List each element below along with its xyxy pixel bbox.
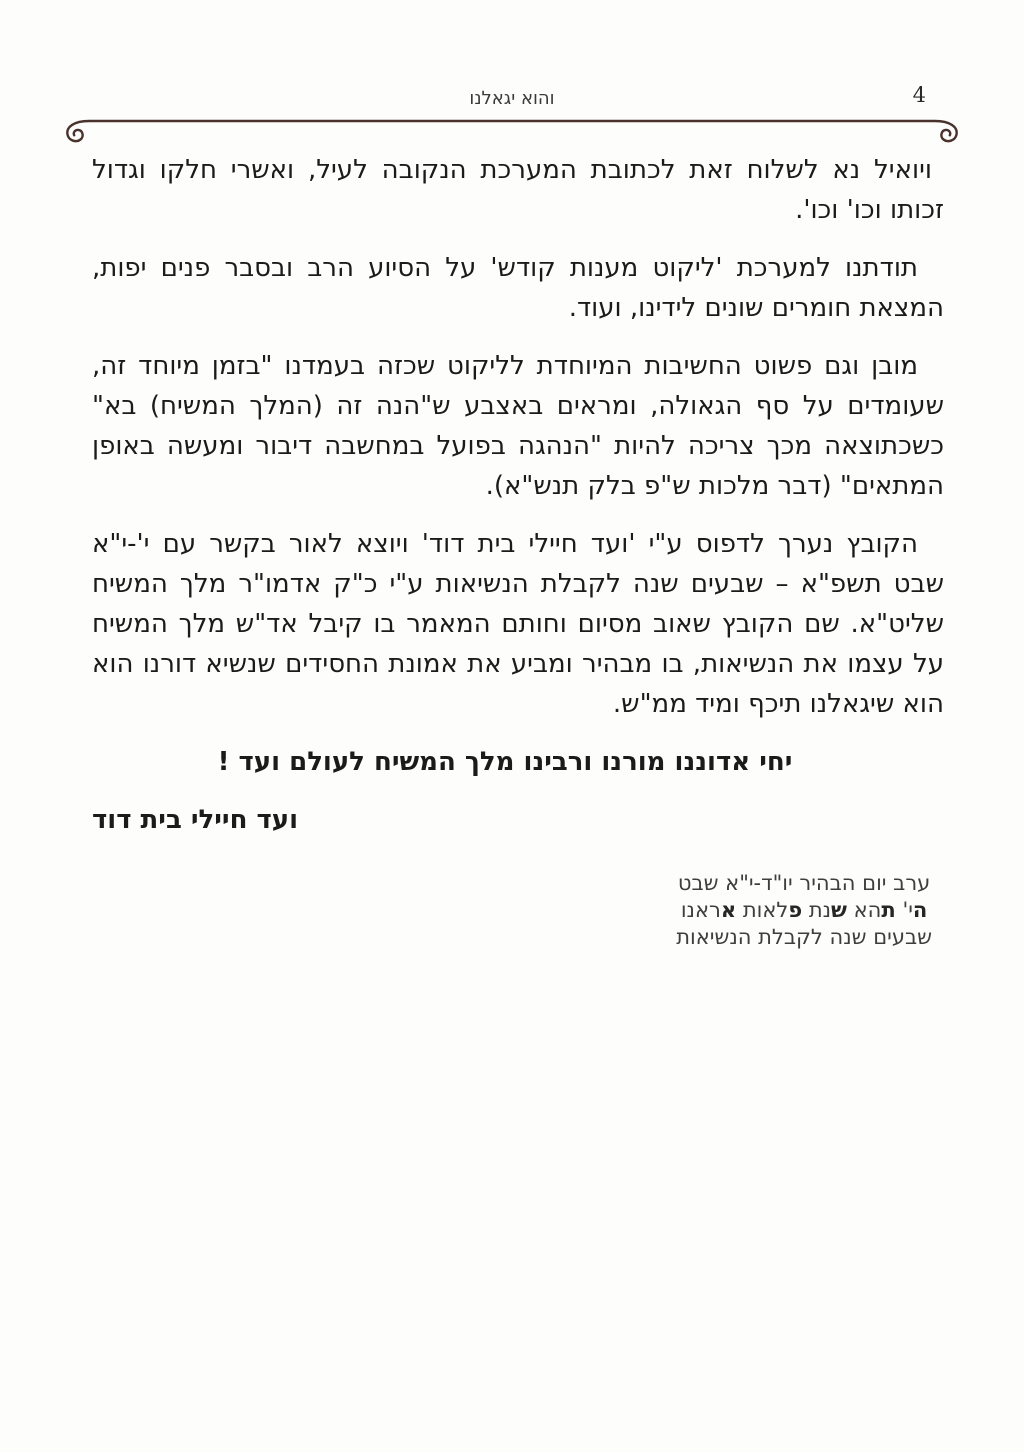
signature-line: ועד חיילי בית דוד (92, 805, 299, 835)
rule-left-curl-icon (67, 121, 89, 141)
paragraph: תודתנו למערכת 'ליקוט מענות קודש' על הסיוע הרב ובסבר פנים יפות, המצאת חומרים שונים לידינו, ועוד. (92, 253, 944, 323)
paragraph: ויואיל נא לשלוח זאת לכתובת המערכת הנקובה לעיל, ואשרי חלקו וגדול זכותו וכו' וכו'. (92, 155, 944, 225)
rule-right-curl-icon (935, 121, 957, 141)
body-text (92, 150, 944, 951)
decorative-rule (58, 111, 966, 151)
date-line-1: ערב יום הבהיר יו"ד-י"א שבט (677, 871, 931, 895)
date-block (676, 870, 932, 951)
page-header-title: והוא יגאלנו (469, 88, 555, 109)
paragraph: מובן וגם פשוט החשיבות המיוחדת לליקוט שכזה בעמדנו "בזמן מיוחד זה, שעומדים על סף הגאולה, ומראים באצבע ש"הנה זה (המלך המשיח) בא" כשכתוצאה מכך צריכה להיות "הנהגה בפועל במחשבה דיבור ומעשה באופן המתאים" (דבר מלכות ש"פ בלק תנש"א). (92, 351, 944, 501)
date-line-2: הי' תהא שנת פלאות אראנו (680, 898, 928, 922)
page-number: 4 (912, 83, 926, 107)
date-line-3: שבעים שנה לקבלת הנשיאות (676, 925, 932, 949)
yechi-proclamation: יחי אדוננו מורנו ורבינו מלך המשיח לעולם ועד ! (217, 747, 793, 777)
paragraph: הקובץ נערך לדפוס ע"י 'ועד חיילי בית דוד' ויוצא לאור בקשר עם י'-י"א שבט תשפ"א – שבעים שנה לקבלת הנשיאות ע"י כ"ק אדמו"ר מלך המשיח שליט"א. שם הקובץ שאוב מסיום וחותם המאמר בו קיבל אד"ש מלך המשיח על עצמו את הנשיאות, בו מבהיר ומביע את אמונת החסידים שנשיא דורנו הוא הוא שיגאלנו תיכף ומיד ממ"ש. (92, 529, 944, 719)
